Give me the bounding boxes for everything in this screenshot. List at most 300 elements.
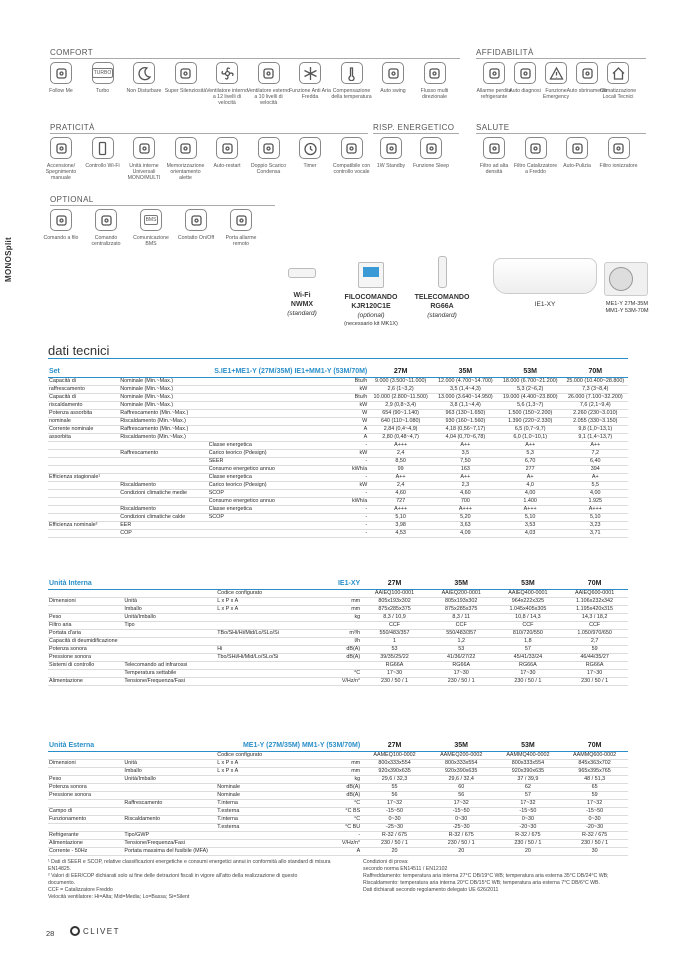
table-row [48,767,628,775]
table-cell: Nominale (Min.~Max.) [119,377,208,385]
table-cell: 19.000 (4.400~23.800) [498,393,563,401]
table-cell: 230 / 50 / 1 [361,839,428,847]
table-cell: 550/483/357 [428,629,495,637]
clean-icon [566,137,588,159]
product-outdoor-code: MM1-Y 53M-70M [605,307,649,314]
table-cell: R-32 / 675 [428,831,495,839]
table-row [48,409,628,417]
table-cell [216,669,315,677]
table-cell: 60 [428,783,495,791]
table-row [48,621,628,629]
wired-remote-icon [50,209,72,231]
header-cell: S.IE1+ME1-Y (27M/35M) IE1+MM1-Y (53M/70M) [208,366,369,377]
table-cell: 800x333x554 [428,759,495,767]
table-cell: 3,53 [498,521,563,529]
table-cell: 5,20 [433,513,498,521]
product-wifi-code: NWMX [290,300,314,308]
table-cell: Codice configurato [216,589,315,597]
table-cell: 5,5 [563,481,628,489]
table-cell: A++ [368,473,433,481]
table-cell: Condizioni climatiche medie [119,489,208,497]
product-telecomando-note: (standard) [427,311,457,319]
product-wifi-note: (standard) [287,309,317,317]
table-cell: 65 [561,783,628,791]
table-cell [315,661,361,669]
divider [476,58,646,59]
table-cell: RG66A [361,661,428,669]
table-cell: AAIEQ100-0001 [361,589,428,597]
page-number: 28 [46,929,55,938]
table-cell: 99 [368,465,433,473]
table-cell: RG66A [428,661,495,669]
table-cell [123,637,216,645]
table-cell: 2,6 (1~3,2) [368,385,433,393]
table-cell: Pressione sonora [48,653,123,661]
remote-icon [50,62,72,84]
table-cell: kW [323,401,368,409]
table-cell: Raffrescamento [123,799,216,807]
section-affidabilita: AFFIDABILITÀ [476,48,534,57]
table-cell: 230 / 50 / 1 [495,677,562,685]
table-row [48,629,628,637]
table-cell: 13.000 (3.640~14.950) [433,393,498,401]
table-cell: 875x285x375 [361,605,428,613]
table-cell [208,425,323,433]
table-cell: Unità/Imballo [123,775,216,783]
feature-label: Doppio Scarico Condensa [250,163,287,176]
table-cell: 62 [495,783,562,791]
table-cell [315,621,361,629]
table-cell: 17~32 [495,799,562,807]
filter-icon [483,137,505,159]
table-row [48,831,628,839]
phone-icon [92,137,114,159]
table-cell: 1.400 [498,497,563,505]
wifi-module-image [282,268,322,318]
table-cell: 654 (90~1.140) [368,409,433,417]
table-cell: Nominale [216,791,315,799]
table-cell: 1.106x232x342 [561,597,628,605]
table-header [48,366,628,377]
section-risparmio: RISP. ENERGETICO [373,123,455,132]
table-cell: Tensione/Frequenza/Fasi [123,839,216,847]
table-cell: Efficienza stagionale¹ [48,473,119,481]
section-salute: SALUTE [476,123,510,132]
table-cell: 20 [495,847,562,855]
table-cell: 4,00 [498,489,563,497]
table-cell: kWh/a [323,465,368,473]
table-row [48,815,628,823]
table-cell: 230 / 50 / 1 [561,839,628,847]
table-cell: Riscaldamento (Min.~Max.) [119,433,208,441]
table-cell: Capacità di [48,393,119,401]
table-cell [48,529,119,537]
table-cell: -15~50 [361,807,428,815]
table-cell: °C [315,669,361,677]
table-row [48,377,628,385]
table-cell: 5,10 [563,513,628,521]
table-cell [216,775,315,783]
table-cell [123,791,216,799]
table-cell: 46/44/35/27 [561,653,628,661]
table-cell: V/Hz/n° [315,839,361,847]
header-cell [123,740,216,751]
table-cell: R-32 / 675 [361,831,428,839]
table-cell: 39/35/25/22 [361,653,428,661]
table-cell: RG66A [561,661,628,669]
table-cell: 394 [563,465,628,473]
contact-icon [185,209,207,231]
table-cell: 2,9 (0,8~3,4) [368,401,433,409]
table-cell: Imballo [123,605,216,613]
table-cell [48,513,119,521]
feature-label: Ventilatore esterno a 10 livelli di velocità [246,88,291,107]
table-cell [123,653,216,661]
table-cell: -15~50 [428,807,495,815]
table-cell: 17~30 [428,669,495,677]
table-header [48,578,628,589]
table-row [48,589,628,597]
header-cell: 27M [368,366,433,377]
table-cell: 1,2 [428,637,495,645]
table-cell [216,677,315,685]
table-cell: raffrescamento [48,385,119,393]
table-row [48,751,628,759]
table-cell: Consumo energetico annuo [208,497,323,505]
table-cell: Potenza sonora [48,645,123,653]
table-row [48,465,628,473]
table-cell: 640 (110~1.080) [368,417,433,425]
table-row [48,839,628,847]
table-cell: AAMEQ100-0002 [361,751,428,759]
table-cell: 55 [361,783,428,791]
table-cell: A [323,425,368,433]
table-cell: 6,0 (1,0~10,1) [498,433,563,441]
table-cell: kW [323,385,368,393]
table-cell: 7,6 (2,1~9,4) [563,401,628,409]
table-cell [216,661,315,669]
table-cell: mm [315,767,361,775]
table-cell [216,839,315,847]
table-cell: Condizioni climatiche calde [119,513,208,521]
table-cell: Refrigerante [48,831,123,839]
table-cell: 4,03 [498,529,563,537]
feature-label: Filtro Catalizzatore a Freddo [513,163,558,176]
table-cell: -20~30 [495,823,562,831]
table-cell [208,377,323,385]
table-cell: Tipo/GWP [123,831,216,839]
table-cell: 1,8 [495,637,562,645]
warning-icon [545,62,567,84]
table-cell: 20 [428,847,495,855]
indoor-table [48,578,628,686]
table-cell: 30 [561,847,628,855]
feature-label: Climatizzazione Locali Tecnici [599,88,637,101]
table-cell [48,449,119,457]
table-row [48,425,628,433]
icon-text: BMS [145,217,157,223]
table-cell: 12.000 (4.700~14.700) [433,377,498,385]
table-cell: mm [315,605,361,613]
table-cell: 17~30 [361,669,428,677]
table-cell: A++ [563,441,628,449]
table-cell: 7,3 (3~8,4) [563,385,628,393]
table-cell: 17~32 [428,799,495,807]
table-cell [48,669,123,677]
title-underline [48,358,628,359]
feature-label: Comunicazione BMS [133,235,169,248]
table-cell [216,621,315,629]
header-cell: ME1-Y (27M/35M) MM1-Y (53M/70M) [216,740,361,751]
table-cell: 45/41/33/24 [495,653,562,661]
table-cell: m³/h [315,629,361,637]
table-cell: AAMMQ600-0002 [561,751,628,759]
table-cell: l/h [315,637,361,645]
table-cell: L x P x A [216,605,315,613]
table-cell: Pressione sonora [48,791,123,799]
table-row [48,473,628,481]
feature-label: Unità interne Universali MONO/MULTI [127,163,161,182]
table-row [48,401,628,409]
section-praticita: PRATICITÀ [50,123,95,132]
header-cell: IE1-XY [216,578,361,589]
table-cell [216,831,315,839]
table-cell: 4,18 (0,56~7,17) [433,425,498,433]
table-cell: AAMMQ400-0002 [495,751,562,759]
table-cell: 5,3 [498,449,563,457]
catalyst-icon [525,137,547,159]
table-cell: dB(A) [315,653,361,661]
side-label: MONOSplit [3,237,13,282]
table-row [48,645,628,653]
table-cell: Unità [123,759,216,767]
table-cell: Funzionamento [48,815,123,823]
table-cell: -20~30 [561,823,628,831]
header-cell: 35M [433,366,498,377]
table-cell: Potenza assorbita [48,409,119,417]
table-cell: riscaldamento [48,401,119,409]
table-row [48,417,628,425]
header-cell: 70M [561,578,628,589]
feature-label: Compensazione della temperatura [331,88,372,101]
table-row [48,433,628,441]
table-cell [208,401,323,409]
table-row [48,791,628,799]
central-control-icon [95,209,117,231]
table-cell [123,629,216,637]
table-cell: 2.260 (230~3.010) [563,409,628,417]
table-cell: Unità/Imballo [123,613,216,621]
table-cell: 700 [433,497,498,505]
table-cell: A+++ [368,505,433,513]
feature-label: Contatto On/Off [177,235,215,241]
feature-label: Auto sbrinamento [566,88,608,94]
table-cell: Riscaldamento [123,815,216,823]
table-row [48,605,628,613]
table-cell: Nominale (Min.~Max.) [119,401,208,409]
table-cell: Riscaldamento [119,505,208,513]
table-cell: R-32 / 675 [495,831,562,839]
table-cell: L x P x A [216,759,315,767]
voice-icon [341,137,363,159]
table-cell [119,497,208,505]
drain-icon [258,137,280,159]
table-cell: CCF [361,621,428,629]
table-cell: Raffrescamento [119,449,208,457]
table-cell: - [323,505,368,513]
feature-label: Non Disturbare [126,88,162,94]
table-cell: AAIEQ600-0001 [561,589,628,597]
header-cell: 53M [495,578,562,589]
table-cell: 5,6 (1,3~7) [498,401,563,409]
table-cell: 18.000 (6.700~21.200) [498,377,563,385]
table-cell [48,497,119,505]
table-cell: 965x395x765 [561,767,628,775]
product-ie1-label: IE1-XY [534,301,556,308]
table-cell: 2,4 [368,449,433,457]
table-cell: Filtro aria [48,621,123,629]
table-cell: 14,3 / 18,2 [561,613,628,621]
table-cell: 845x363x702 [561,759,628,767]
table-cell: - [323,529,368,537]
table-cell: W [323,417,368,425]
feature-label: Comando a filo [43,235,79,241]
airflow-icon [424,62,446,84]
table-cell: 920x390x635 [361,767,428,775]
table-cell: 2.055 (330~3.150) [563,417,628,425]
table-row [48,823,628,831]
table-cell: 0~30 [428,815,495,823]
table-cell: 3,5 (1,4~4,3) [433,385,498,393]
header-cell: 35M [428,578,495,589]
table-cell: kW [323,481,368,489]
table-cell [119,465,208,473]
table-row [48,393,628,401]
table-cell: 4,09 [433,529,498,537]
table-cell: 3,8 (1,1~4,4) [433,401,498,409]
table-row [48,489,628,497]
product-telecomando-code: RG66A [430,302,454,310]
product-filocomando-code: KJR120C1E [351,302,391,310]
note-line: Velocità ventilatore: Hi=Alta; Mid=Media; Lo=Bassa; Si=Silent [48,894,190,901]
table-cell: 920x390x635 [428,767,495,775]
standby-icon [380,137,402,159]
header-cell: 27M [361,578,428,589]
turbo-icon [92,62,114,84]
table-row [48,449,628,457]
table-cell: 10,8 / 14,3 [495,613,562,621]
table-cell: 2,3 [433,481,498,489]
notes-left [48,859,333,901]
table-cell: 0~30 [495,815,562,823]
table-cell: 8,50 [368,457,433,465]
table-cell [208,417,323,425]
table-cell: °C [315,799,361,807]
table-row [48,653,628,661]
fan-icon [216,62,238,84]
table-cell: Nominale (Min.~Max.) [119,393,208,401]
table-cell [48,799,123,807]
table-cell: 9.000 (3.500~11.000) [368,377,433,385]
note-line: Riscaldamento: temperatura aria interna 20°C DB/15°C WB; temperatura aria esterna 7°C DB/6°C WB. [363,880,600,887]
alarm-icon [483,62,505,84]
fan-outdoor-icon [258,62,280,84]
table-cell: kWh/a [323,497,368,505]
table-cell: Riscaldamento (Min.~Max.) [119,417,208,425]
table-cell: Riscaldamento [119,481,208,489]
table-cell: 1.195x420x315 [561,605,628,613]
table-cell: CCF [495,621,562,629]
table-cell: 56 [428,791,495,799]
remote-alarm-icon [230,209,252,231]
feature-label: Timer [303,163,317,169]
table-cell: -15~50 [561,807,628,815]
table-row [48,783,628,791]
table-cell: 57 [495,791,562,799]
table-cell: Alimentazione [48,839,123,847]
table-cell: A [315,847,361,855]
header-cell: Set [48,366,119,377]
table-row [48,521,628,529]
table-cell: SCOP [208,513,323,521]
feature-label: Allarme perdita refrigerante [476,88,512,101]
table-cell: A+++ [498,505,563,513]
indoor-unit-image [493,258,597,294]
table-cell: T.esterna [216,807,315,815]
table-cell: A++ [433,441,498,449]
table-cell: nominale [48,417,119,425]
remote-control-image [412,256,472,320]
table-cell: 1.925 [563,497,628,505]
table-cell: 800x333x554 [495,759,562,767]
table-cell: 4,0 [498,481,563,489]
feature-label: Flusso multi direzionale [420,88,449,101]
table-cell: 6,40 [563,457,628,465]
feature-label: 1W Standby [376,163,406,169]
table-row [48,807,628,815]
feature-label: Auto-Pulizia [563,163,591,169]
table-cell: 6,5 (0,7~9,7) [498,425,563,433]
table-cell: Alimentazione [48,677,123,685]
table-cell: 1.500 (150~2.200) [498,409,563,417]
table-cell: 2,80 (0,48~4,7) [368,433,433,441]
table-cell: 3,71 [563,529,628,537]
table-cell: Classe energetica [208,505,323,513]
table-cell: 8,3 / 10,9 [361,613,428,621]
table-cell [48,481,119,489]
feature-label: Super Silenziosità [164,88,207,94]
icon-text: TURBO [93,70,112,76]
table-cell: 2,84 (0,4~4,9) [368,425,433,433]
sleep-icon [420,137,442,159]
table-cell: Btu/h [323,393,368,401]
table-cell: -15~50 [495,807,562,815]
table-cell: 9,8 (1,0~13,1) [563,425,628,433]
table-cell: 56 [361,791,428,799]
table-cell: 57 [495,645,562,653]
table-cell [119,457,208,465]
feature-label: Ventilatore interno a 12 livelli di velocità [206,88,248,107]
table-cell: Carico teorico (Pdesign) [208,449,323,457]
table-cell: 4,04 (0,70~6,78) [433,433,498,441]
table-cell: °C BS [315,807,361,815]
table-cell [123,751,216,759]
table-cell: 4,53 [368,529,433,537]
note-line: ² Valori di EER/COP dichiarati solo ai fine delle detrazioni fiscali in vigore all'atto della realizzazione di questo [48,873,298,880]
timer-icon [299,137,321,159]
feature-label: Funzione Emergency [542,88,570,101]
table-cell [48,823,123,831]
